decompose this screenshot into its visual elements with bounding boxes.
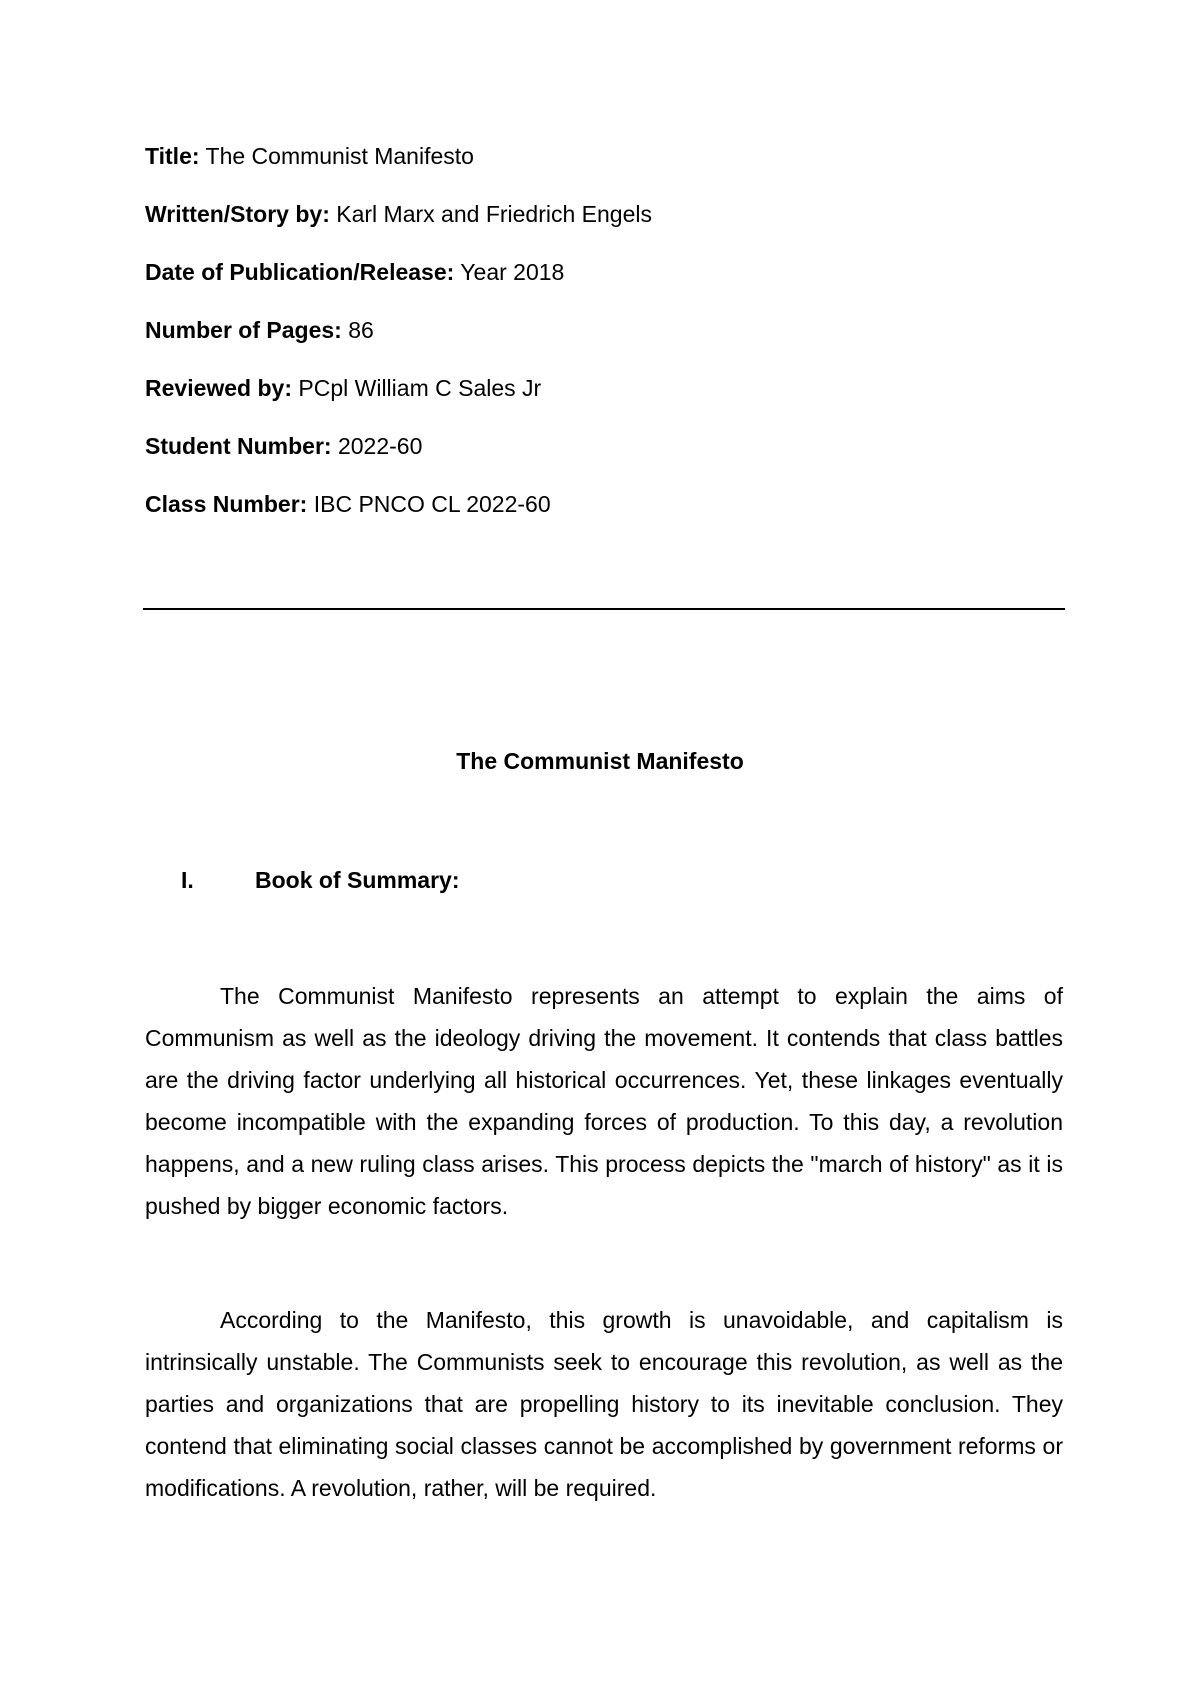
date-line <box>145 258 1045 286</box>
author-label: Written/Story by: <box>145 201 330 227</box>
author-line <box>145 200 1045 228</box>
class-number-value: IBC PNCO CL 2022-60 <box>313 491 551 517</box>
section-number: I. <box>181 867 194 893</box>
student-number-line <box>145 432 1045 460</box>
student-number-label: Student Number: <box>145 433 332 459</box>
class-number-line <box>145 490 1045 518</box>
title-label: Title: <box>145 143 200 169</box>
date-value: Year 2018 <box>460 259 565 285</box>
reviewer-value: PCpl William C Sales Jr <box>298 375 542 401</box>
author-value: Karl Marx and Friedrich Engels <box>336 201 652 227</box>
summary-paragraph-2: According to the Manifesto, this growth is unavoidable, and capitalism is intrinsically unstable. The Communists seek to encourage this revolution, as well as the parties and organizations that are propelling history to its inevitable conclusion. They contend that eliminating social classes cannot be accomplished by government reforms or modifications. A revolution, rather, will be required. <box>145 1307 1063 1501</box>
reviewer-label: Reviewed by: <box>145 375 292 401</box>
pages-label: Number of Pages: <box>145 317 342 343</box>
date-label: Date of Publication/Release: <box>145 259 455 285</box>
section-heading <box>181 866 459 894</box>
section-heading-text: Book of Summary: <box>255 867 460 893</box>
reviewer-line <box>145 374 1045 402</box>
summary-paragraph-1: The Communist Manifesto represents an attempt to explain the aims of Communism as well as the ideology driving the movement. It contends that class battles are the driving factor underlying all historical occurrences. Yet, these linkages eventually become incompatible with the expanding forces of production. To this day, a revolution happens, and a new ruling class arises. This process depicts the "march of history" as it is pushed by bigger economic factors. <box>145 983 1063 1219</box>
horizontal-divider <box>143 608 1065 610</box>
document-title: The Communist Manifesto <box>456 748 744 774</box>
pages-value: 86 <box>348 317 374 343</box>
student-number-value: 2022-60 <box>337 433 423 459</box>
class-number-label: Class Number: <box>145 491 308 517</box>
title-value: The Communist Manifesto <box>205 143 474 169</box>
pages-line <box>145 316 1045 344</box>
title-line <box>145 142 1045 170</box>
metadata-block <box>145 142 1045 548</box>
